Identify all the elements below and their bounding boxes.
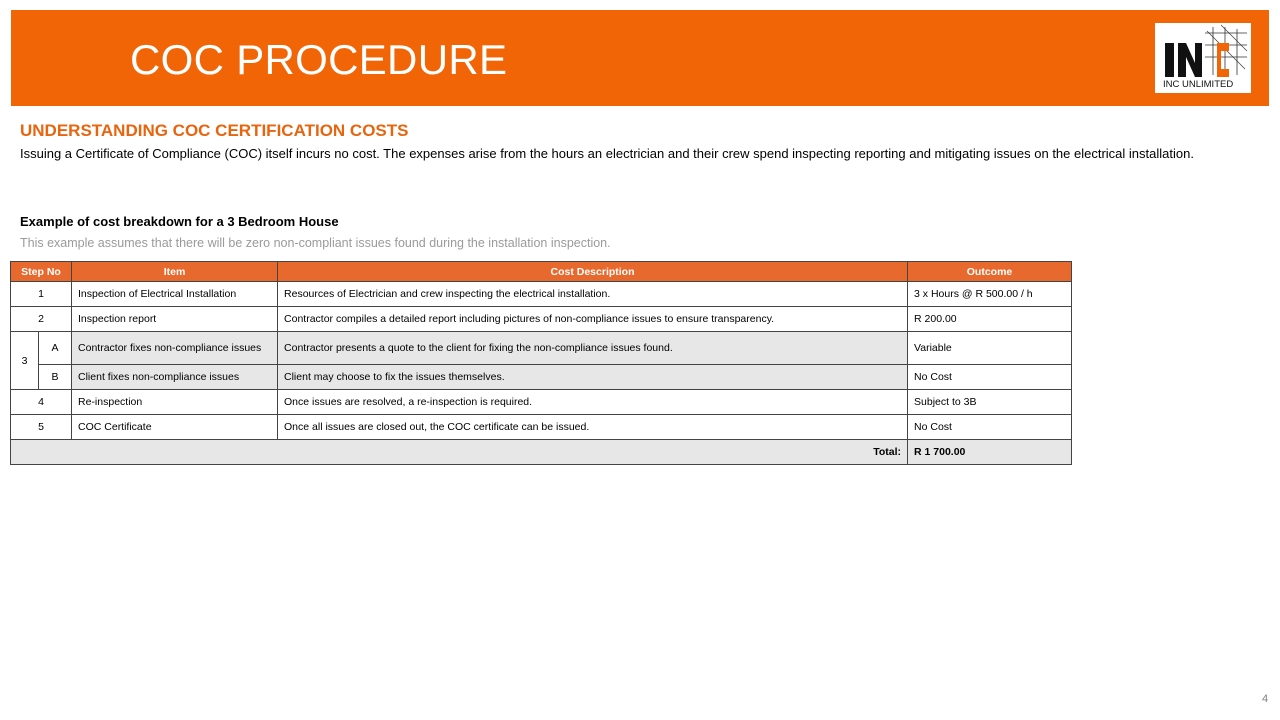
company-logo [1155, 23, 1251, 93]
cost-breakdown-table [10, 261, 1072, 465]
outcome-cell: R 200.00 [908, 307, 1072, 332]
sub-step-label: A [39, 332, 72, 365]
description-cell: Resources of Electrician and crew inspecting the electrical installation. [278, 282, 908, 307]
outcome-cell: Variable [908, 332, 1072, 365]
total-value: R 1 700.00 [908, 440, 1072, 465]
description-cell: Contractor compiles a detailed report including pictures of non-compliance issues to ensure transparency. [278, 307, 908, 332]
intro-paragraph: Issuing a Certificate of Compliance (COC) itself incurs no cost. The expenses arise from the hours an electrician and their crew spend inspecting reporting and mitigating issues on the electrical installation. [20, 146, 1194, 161]
outcome-cell: Subject to 3B [908, 390, 1072, 415]
header-step-no: Step No [11, 262, 72, 282]
description-cell: Once all issues are closed out, the COC certificate can be issued. [278, 415, 908, 440]
table-row [11, 282, 1072, 307]
item-cell: Re-inspection [72, 390, 278, 415]
table-row [11, 365, 1072, 390]
sub-step-label: B [39, 365, 72, 390]
section-heading: UNDERSTANDING COC CERTIFICATION COSTS [20, 121, 409, 140]
description-cell: Once issues are resolved, a re-inspection is required. [278, 390, 908, 415]
step-number: 3 [11, 332, 39, 390]
outcome-cell: No Cost [908, 415, 1072, 440]
outcome-cell: No Cost [908, 365, 1072, 390]
item-cell: Inspection report [72, 307, 278, 332]
logo-text: INC UNLIMITED [1163, 79, 1234, 90]
header-cost-description: Cost Description [278, 262, 908, 282]
step-number: 5 [11, 415, 72, 440]
example-title: Example of cost breakdown for a 3 Bedroom House [20, 214, 339, 229]
inc-unlimited-logo-icon [1155, 23, 1251, 93]
step-number: 1 [11, 282, 72, 307]
total-label: Total: [11, 440, 908, 465]
table-row [11, 415, 1072, 440]
table-row [11, 332, 1072, 365]
item-cell: Client fixes non-compliance issues [72, 365, 278, 390]
table-header-row [11, 262, 1072, 282]
header-item: Item [72, 262, 278, 282]
step-number: 2 [11, 307, 72, 332]
page-title: COC PROCEDURE [130, 36, 508, 83]
step-number: 4 [11, 390, 72, 415]
page-number: 4 [1262, 693, 1269, 705]
table-row [11, 307, 1072, 332]
table-row [11, 390, 1072, 415]
total-row [11, 440, 1072, 465]
example-note: This example assumes that there will be zero non-compliant issues found during the installation inspection. [20, 236, 611, 250]
description-cell: Contractor presents a quote to the client for fixing the non-compliance issues found. [278, 332, 908, 365]
item-cell: Inspection of Electrical Installation [72, 282, 278, 307]
header-outcome: Outcome [908, 262, 1072, 282]
item-cell: COC Certificate [72, 415, 278, 440]
item-cell: Contractor fixes non-compliance issues [72, 332, 278, 365]
description-cell: Client may choose to fix the issues themselves. [278, 365, 908, 390]
outcome-cell: 3 x Hours @ R 500.00 / h [908, 282, 1072, 307]
title-banner [11, 10, 1269, 106]
